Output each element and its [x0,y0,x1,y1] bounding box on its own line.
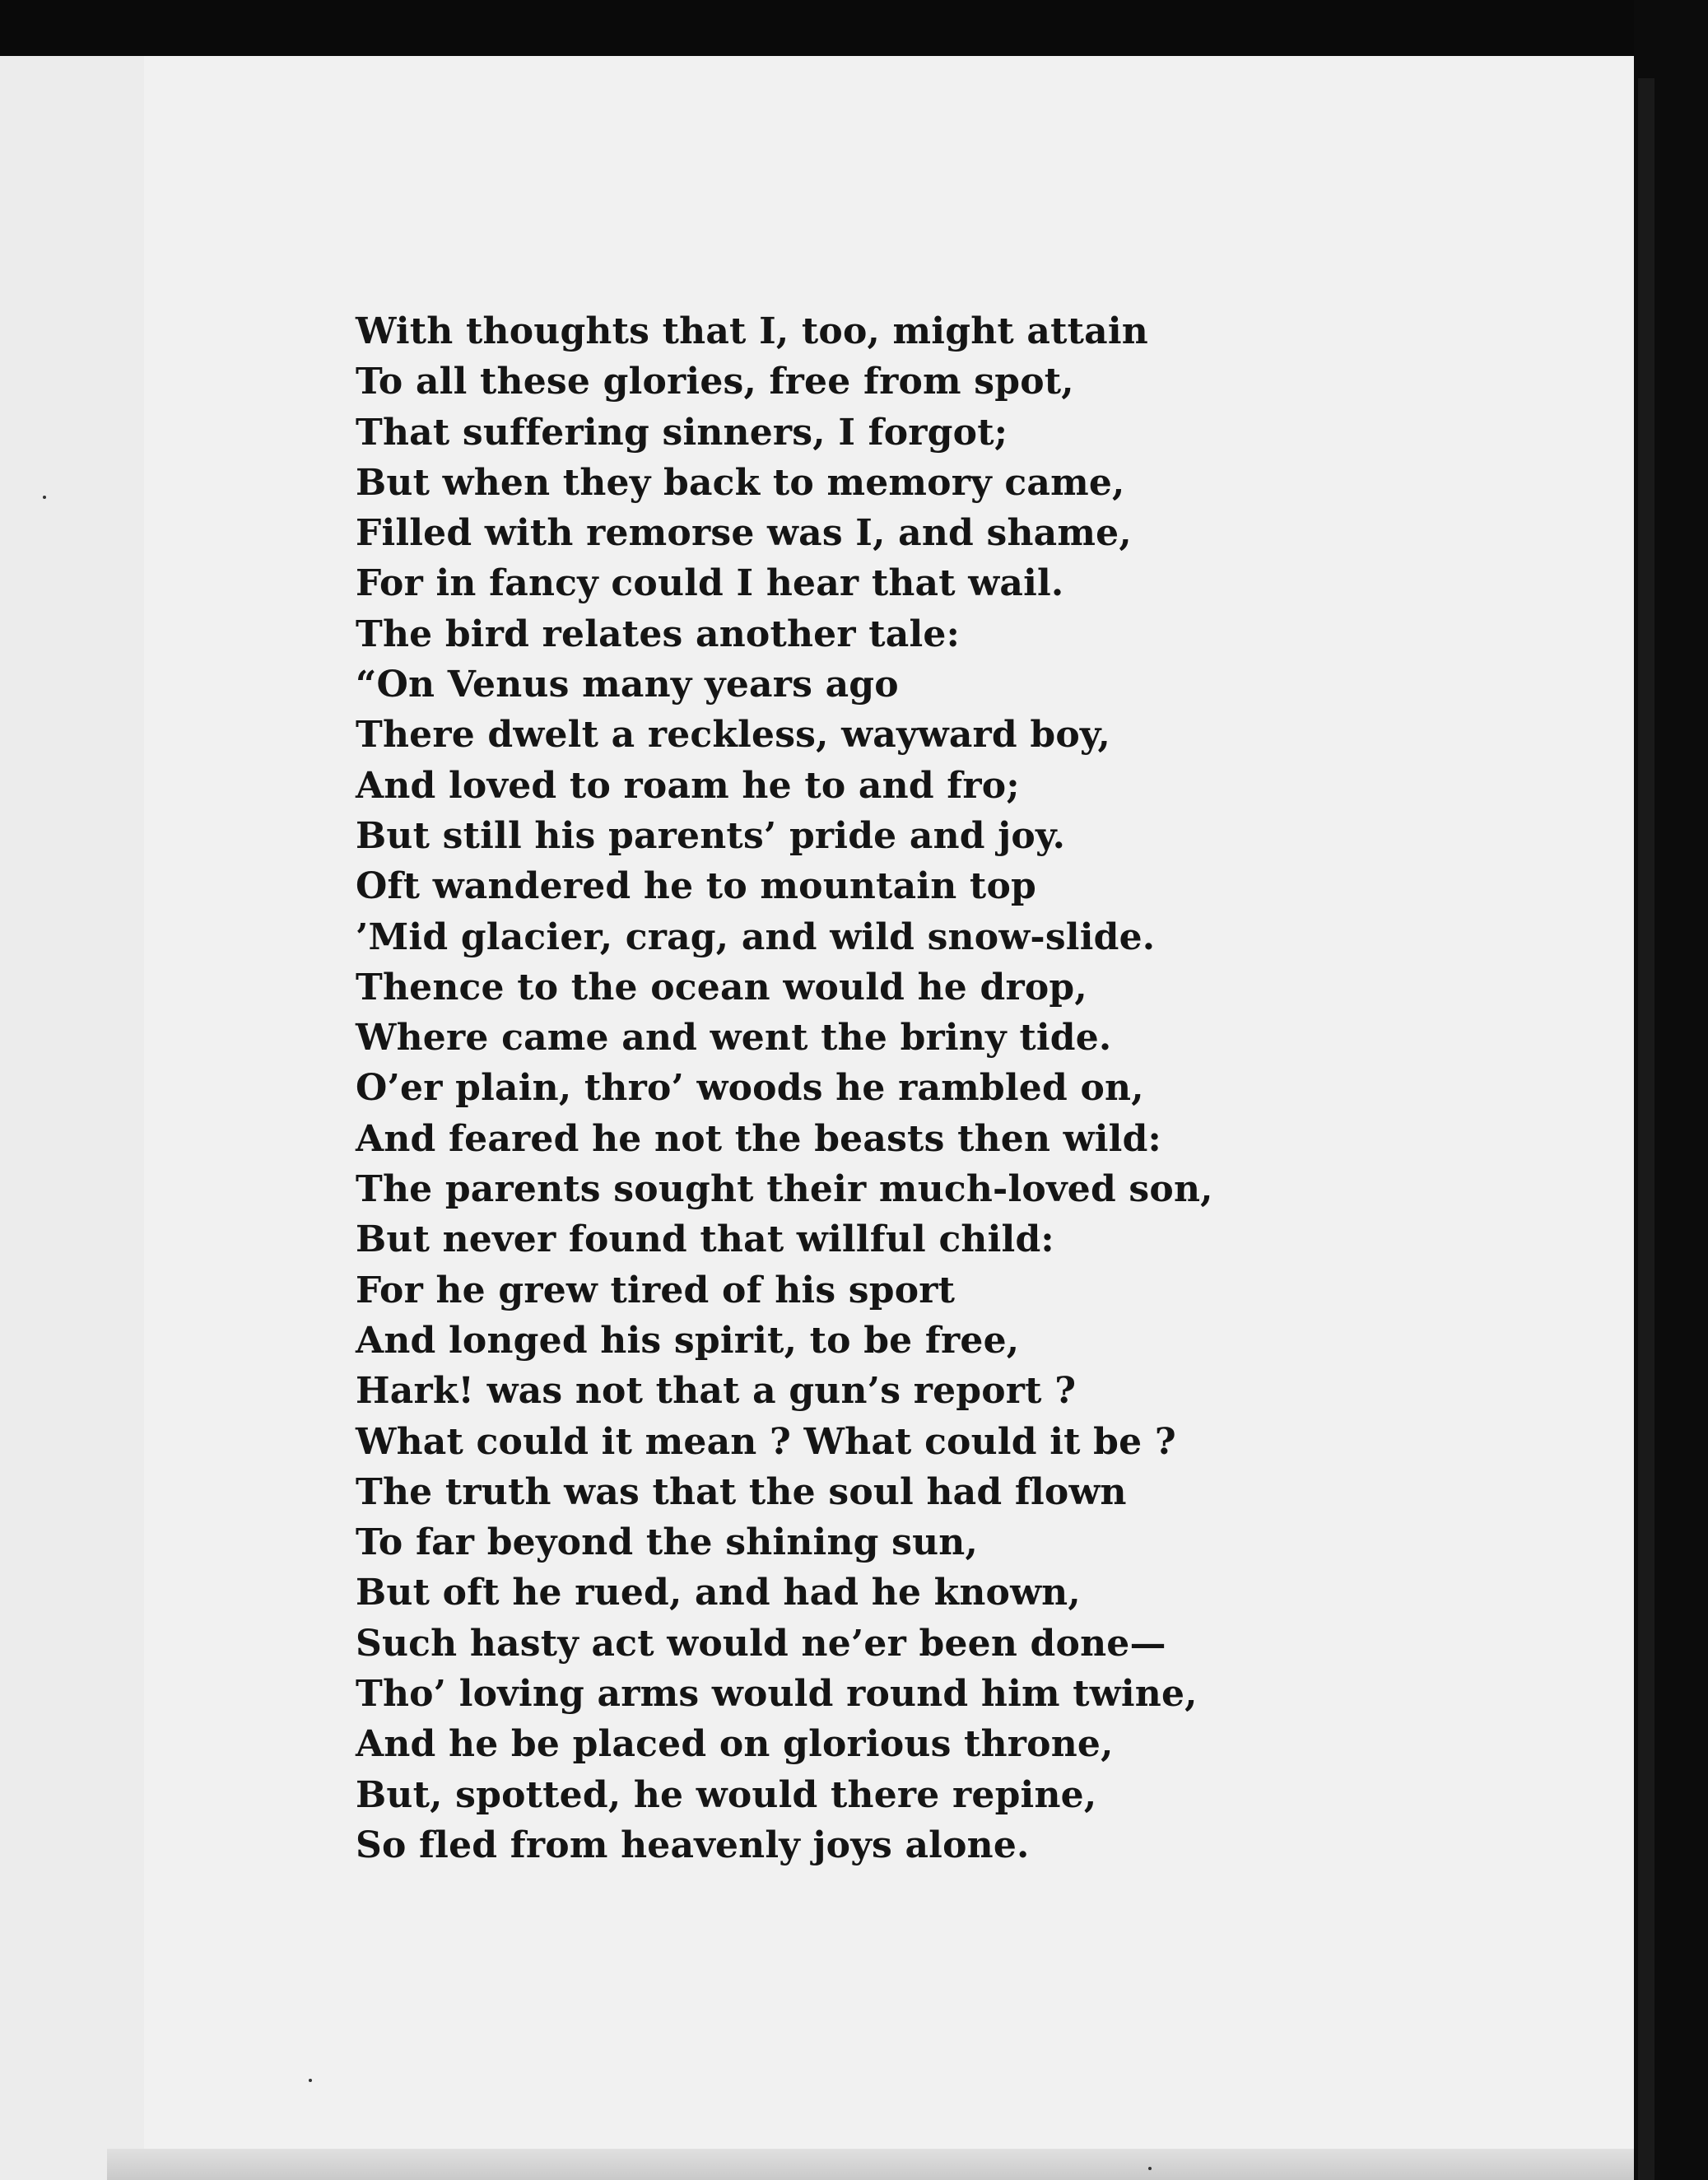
poem-line: For he grew tired of his sport [356,1269,956,1311]
scan-left-margin [0,56,144,2180]
poem-line: ’Mid glacier, crag, and wild snow-slide. [356,915,1156,958]
poem-line: What could it mean ? What could it be ? [356,1420,1176,1463]
poem-line: The bird relates another tale: [356,613,961,655]
book-spine-edge [1638,78,1654,2180]
poem-line: Hark! was not that a gun’s report ? [356,1370,1077,1413]
poem-line: That suffering sinners, I forgot; [356,411,1008,454]
poem-line: And longed his spirit, to be free, [356,1319,1020,1362]
poem-line: “On Venus many years ago [356,664,899,706]
poem-line: For in fancy could I hear that wail. [356,562,1064,605]
poem-line: But, spotted, he would there repine, [356,1773,1097,1816]
scan-speck [309,2079,312,2082]
poem-line: Oft wandered he to mountain top [356,865,1036,908]
scan-speck [1148,2167,1152,2170]
poem-line: O’er plain, thro’ woods he rambled on, [356,1067,1144,1110]
poem-line: And feared he not the beasts then wild: [356,1117,1162,1160]
scan-top-border [0,0,1708,56]
poem-line: The truth was that the soul had flown [356,1470,1127,1513]
scan-speck [43,496,46,499]
scan-bottom-shadow [107,2149,1634,2180]
poem-line: But still his parents’ pride and joy. [356,814,1066,857]
poem-line: There dwelt a reckless, wayward boy, [356,714,1110,757]
poem-line: Such hasty act would ne’er been done— [356,1622,1166,1665]
poem-line: So fled from heavenly joys alone. [356,1824,1030,1866]
poem-line: Tho’ loving arms would round him twine, [356,1673,1198,1716]
poem-line: And loved to roam he to and fro; [356,764,1020,807]
poem-line: Filled with remorse was I, and shame, [356,512,1132,555]
poem-line: But never found that willful child: [356,1218,1054,1261]
poem-line: Thence to the ocean would he drop, [356,966,1087,1008]
poem-line: The parents sought their much-loved son, [356,1168,1213,1211]
poem-line: To all these glories, free from spot, [356,361,1074,403]
poem-line: Where came and went the briny tide. [356,1017,1112,1060]
poem-line: To far beyond the shining sun, [356,1521,978,1564]
poem-line: And he be placed on glorious throne, [356,1723,1114,1766]
poem-text [356,306,1220,1870]
poem-line: But oft he rued, and had he known, [356,1572,1081,1614]
poem-line: But when they back to memory came, [356,461,1125,504]
poem-line: With thoughts that I, too, might attain [356,310,1148,352]
